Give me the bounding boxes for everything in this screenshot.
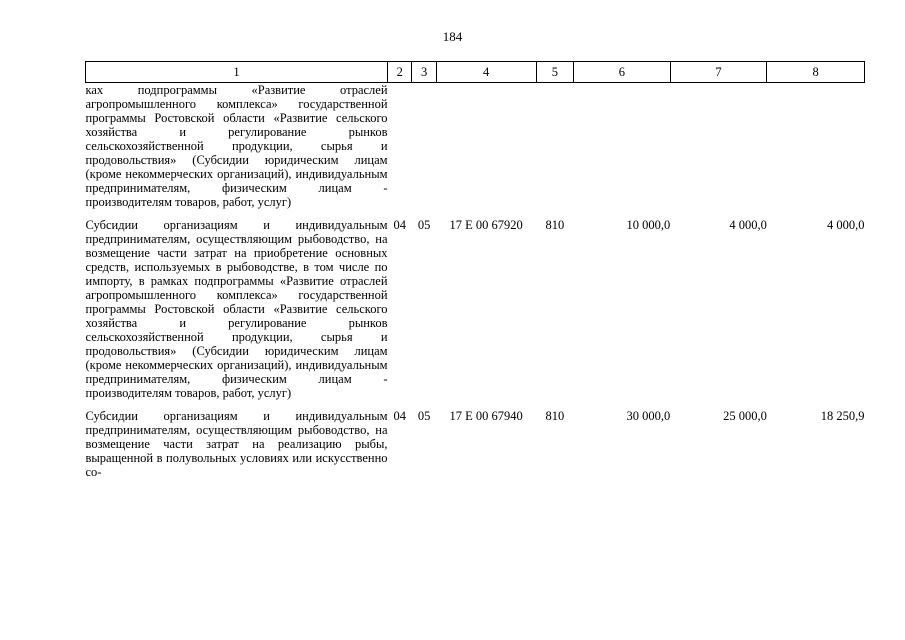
header-cell: 3 <box>412 62 436 83</box>
header-cell: 7 <box>670 62 767 83</box>
header-cell: 5 <box>536 62 574 83</box>
row-value-1: 10 000,0 <box>626 218 671 232</box>
row-value-3: 18 250,9 <box>820 409 865 423</box>
row-value-2: 25 000,0 <box>723 409 767 423</box>
header-cell: 6 <box>574 62 671 83</box>
row-expense-type: 810 <box>545 218 565 232</box>
row-spacer <box>86 209 865 218</box>
header-cell: 4 <box>436 62 536 83</box>
row-value-3: 4 000,0 <box>827 218 865 232</box>
table-row <box>86 218 865 400</box>
header-row <box>86 62 865 83</box>
header-cell: 2 <box>388 62 412 83</box>
row-description: Субсидии организациям и индивидуальным предпринимателям, осуществляющим рыбоводство, на возмещение части затрат на приобретение основных средств, используемых в рыбоводстве, в том числе по импорту, в рамках подпрограммы «Развитие отраслей агропромышленного комплекса» государственной программы Ростовской области «Развитие сельского хозяйства и регулирование рынков сельскохозяйственной продукции, сырья и продовольствия» (Субсидии юридическим лицам (кроме некоммерческих организаций), индивидуальным предпринимателям, физическим лицам - производителям товаров, работ, услуг) <box>85 218 388 400</box>
row-subsection <box>412 83 436 210</box>
row-subsection: 05 <box>417 218 431 232</box>
row-section: 04 <box>393 218 406 232</box>
budget-table <box>85 61 865 479</box>
row-value-2: 4 000,0 <box>729 218 767 232</box>
table-row <box>86 409 865 479</box>
row-section: 04 <box>393 409 406 423</box>
row-target-code <box>436 83 536 210</box>
page-number: 184 <box>442 29 463 44</box>
row-value-2 <box>670 83 767 210</box>
row-description: ках подпрограммы «Развитие отраслей агропромышленного комплекса» государственной программы Ростовской области «Развитие сельского хозяйства и регулирование рынков сельскохозяйственной продукции, сырья и продовольствия» (Субсидии юридическим лицам (кроме некоммерческих организаций), индивидуальным предпринимателям, физическим лицам - производителям товаров, работ, услуг) <box>85 83 388 209</box>
row-value-1: 30 000,0 <box>626 409 671 423</box>
row-section <box>388 83 412 210</box>
row-target-code: 17 Е 00 67940 <box>449 409 523 423</box>
row-expense-type <box>536 83 574 210</box>
row-spacer <box>86 400 865 409</box>
header-cell: 1 <box>86 62 388 83</box>
header-cell: 8 <box>767 62 865 83</box>
row-expense-type: 810 <box>545 409 565 423</box>
row-description: Субсидии организациям и индивидуальным предпринимателям, осуществляющим рыбоводство, на возмещение части затрат на реализацию рыбы, выращенной в полувольных условиях или искусственно со- <box>85 409 388 479</box>
row-subsection: 05 <box>417 409 431 423</box>
row-value-3 <box>767 83 865 210</box>
row-value-1 <box>574 83 671 210</box>
row-target-code: 17 Е 00 67920 <box>449 218 523 232</box>
table-row <box>86 83 865 210</box>
